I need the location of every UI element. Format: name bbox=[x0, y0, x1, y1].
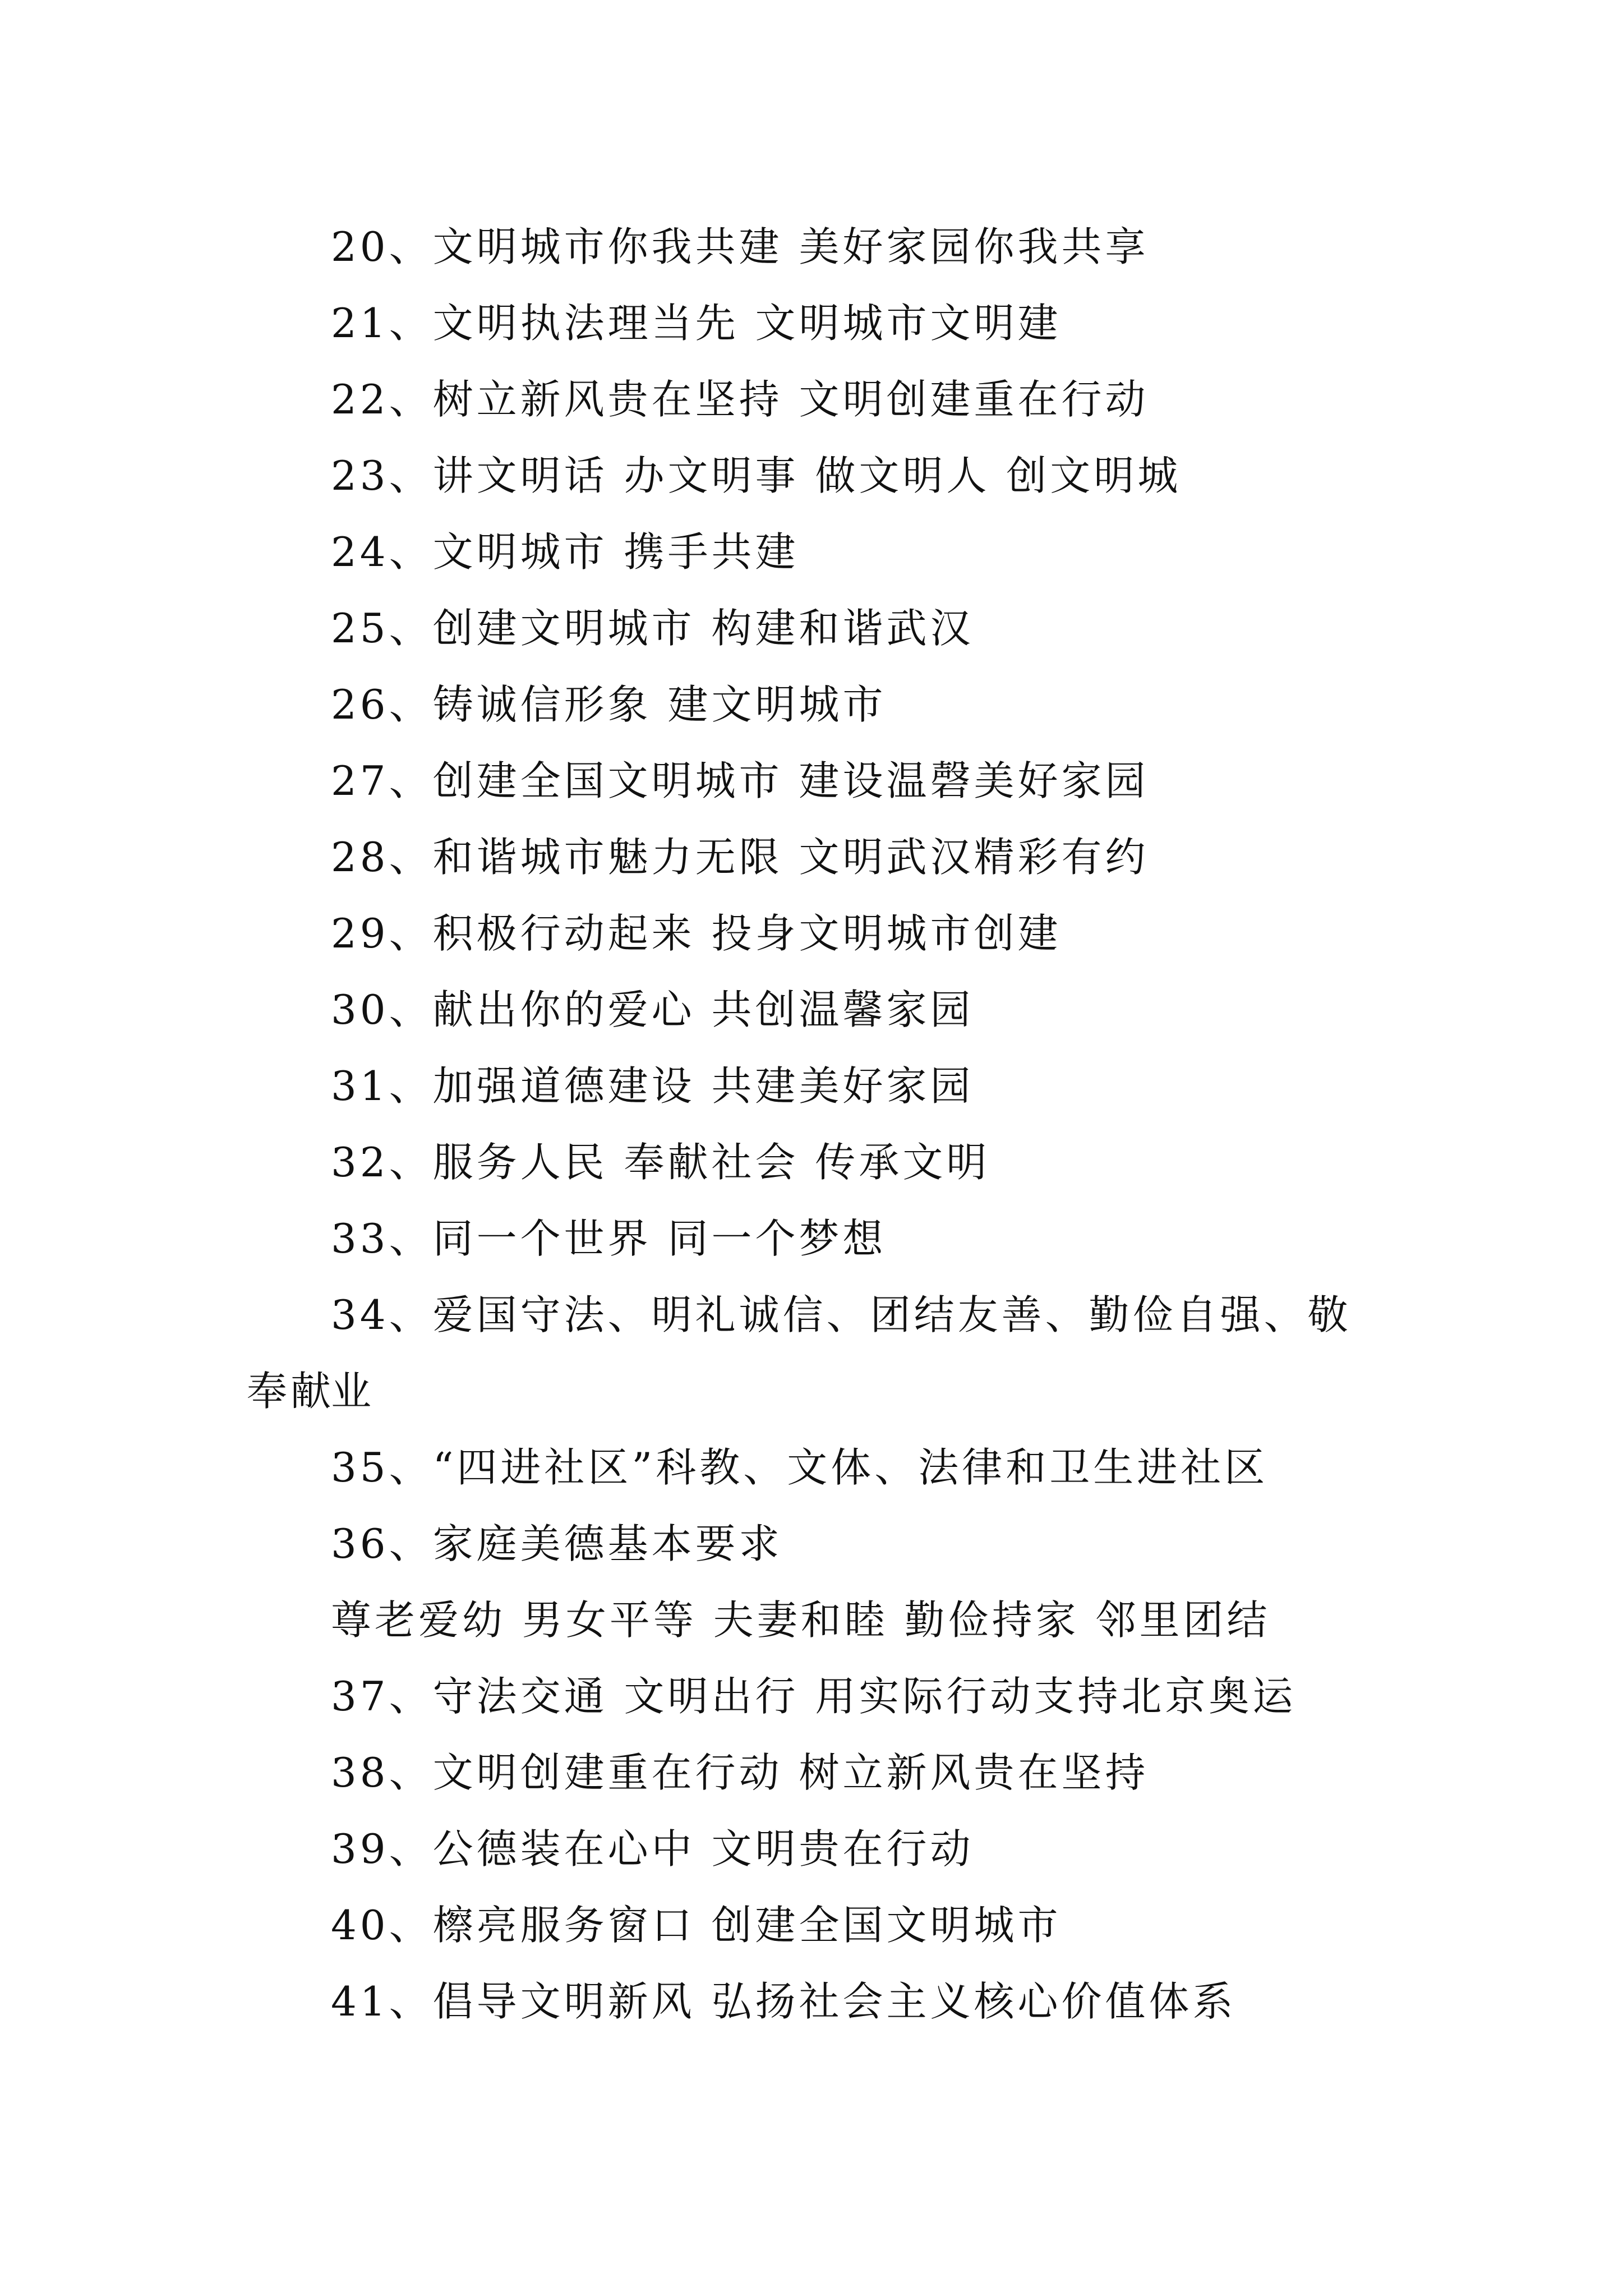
list-item: 21、文明执法理当先 文明城市文明建 bbox=[331, 300, 1062, 347]
list-item: 26、铸诚信形象 建文明城市 bbox=[331, 681, 887, 728]
list-item-35: 35、“四进社区”科教、文体、法律和卫生进社区 bbox=[331, 1444, 1269, 1491]
list-item: 32、服务人民 奉献社会 传承文明 bbox=[331, 1139, 990, 1186]
list-item: 33、同一个世界 同一个梦想 bbox=[331, 1215, 887, 1262]
list-item: 40、檫亮服务窗口 创建全国文明城市 bbox=[331, 1902, 1062, 1949]
list-item-36-detail: 尊老爱幼 男女平等 夫妻和睦 勤俭持家 邻里团结 bbox=[331, 1596, 1271, 1644]
list-item: 31、加强道德建设 共建美好家园 bbox=[331, 1062, 974, 1110]
list-item: 22、树立新风贵在坚持 文明创建重在行动 bbox=[331, 376, 1149, 423]
list-item: 27、创建全国文明城市 建设温磬美好家园 bbox=[331, 757, 1149, 804]
list-item: 30、献出你的爱心 共创温馨家园 bbox=[331, 986, 974, 1033]
list-item: 37、守法交通 文明出行 用实际行动支持北京奥运 bbox=[331, 1673, 1297, 1720]
list-item: 29、积极行动起来 投身文明城市创建 bbox=[331, 910, 1062, 957]
list-item-34 bbox=[247, 1277, 1385, 1429]
list-item: 39、公德装在心中 文明贵在行动 bbox=[331, 1825, 974, 1872]
list-item: 28、和谐城市魅力无限 文明武汉精彩有约 bbox=[331, 834, 1149, 881]
list-item-34-line2: 奉献 bbox=[247, 1368, 335, 1415]
list-item: 20、文明城市你我共建 美好家园你我共享 bbox=[331, 223, 1149, 270]
list-item: 38、文明创建重在行动 树立新风贵在坚持 bbox=[331, 1749, 1149, 1796]
list-item: 23、讲文明话 办文明事 做文明人 创文明城 bbox=[331, 452, 1182, 499]
slogan-list bbox=[247, 209, 1385, 2040]
list-item: 24、文明城市 携手共建 bbox=[331, 528, 799, 576]
list-item-36-title: 36、家庭美德基本要求 bbox=[331, 1520, 783, 1567]
list-item-34-line1: 34、爱国守法、明礼诚信、团结友善、勤俭自强、敬业 bbox=[331, 1291, 1352, 1415]
list-item: 25、创建文明城市 构建和谐武汉 bbox=[331, 605, 974, 652]
list-item: 41、倡导文明新风 弘扬社会主义核心价值体系 bbox=[331, 1978, 1237, 2025]
